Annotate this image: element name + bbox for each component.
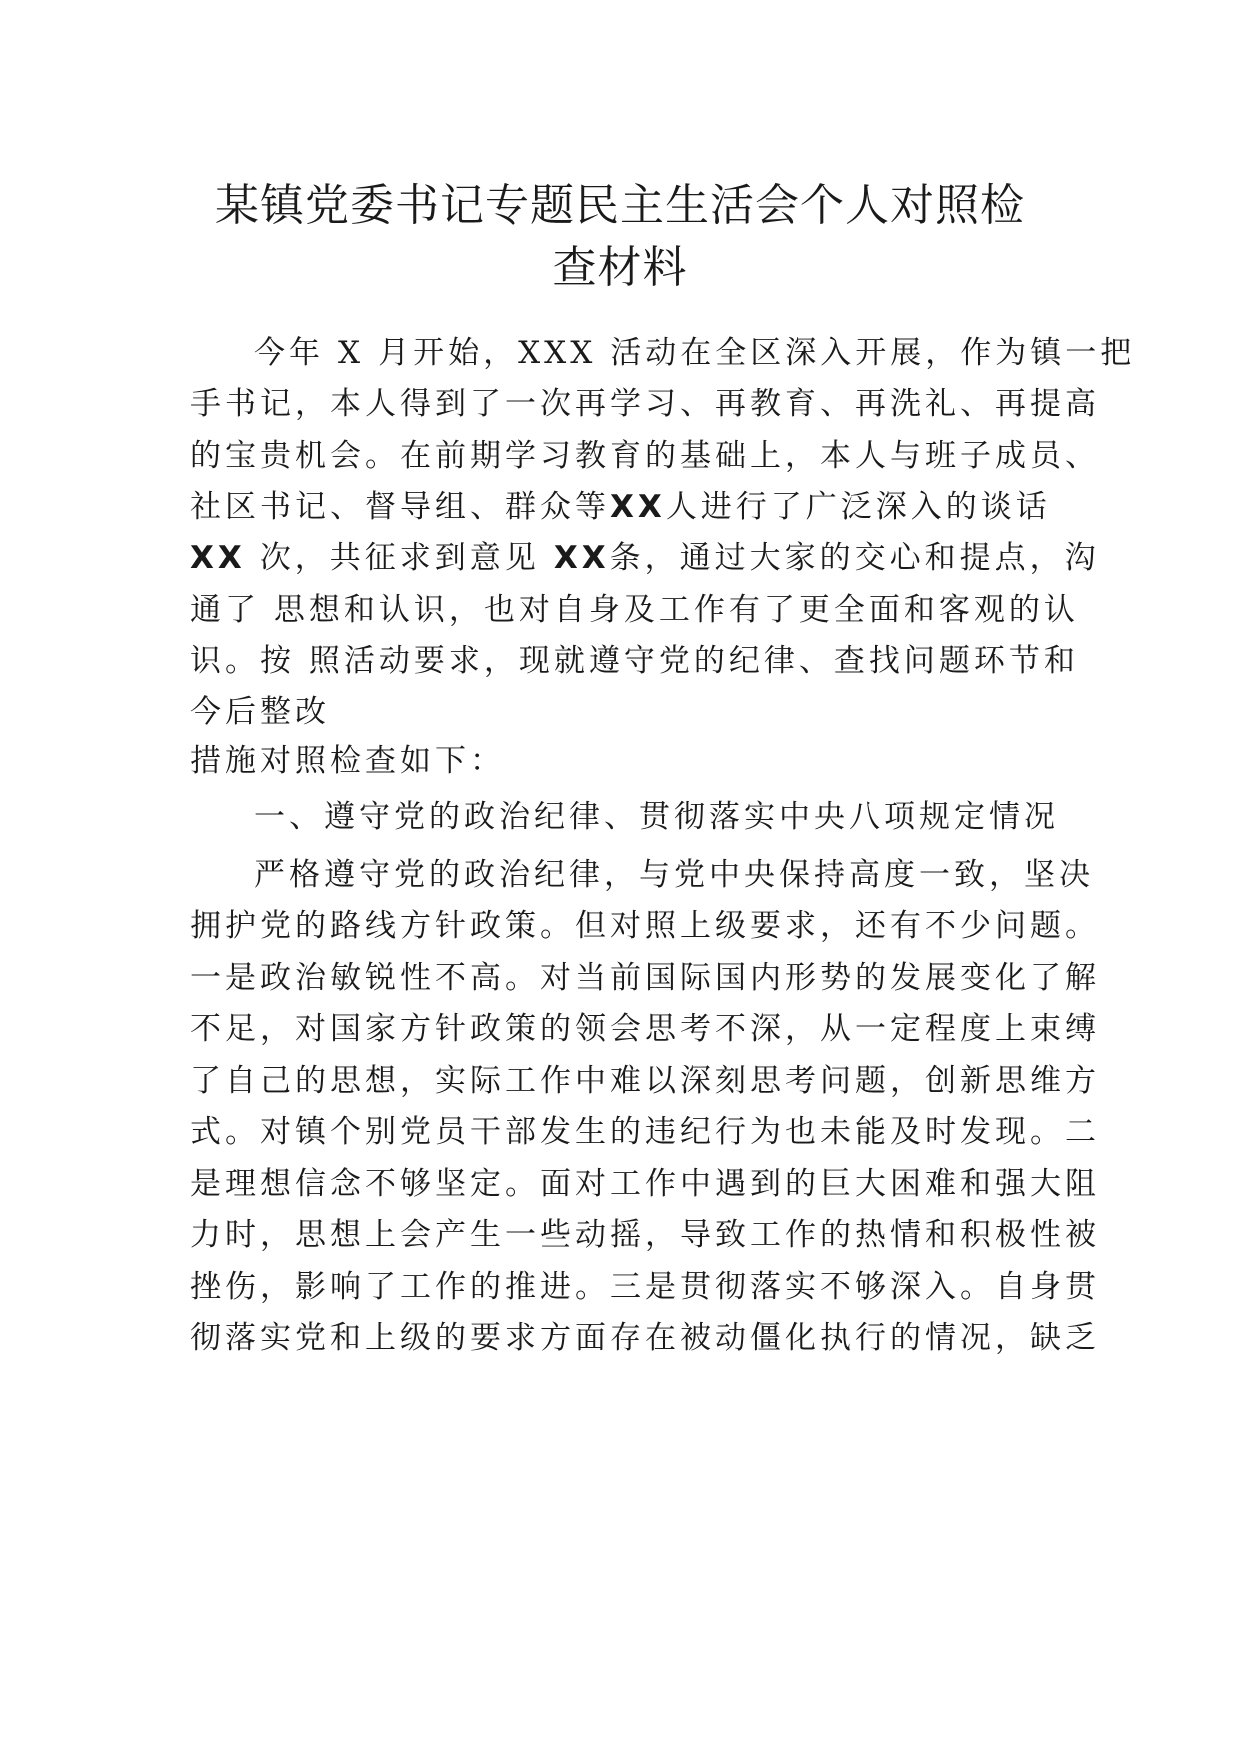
text-segment: 月开始， xyxy=(378,335,519,371)
paragraph-2-line-1: 严格遵守党的政治纪律，与党中央保持高度一致，坚决 xyxy=(254,857,1094,893)
paragraph-2-line-2: 拥护党的路线方针政策。但对照上级要求，还有不少问题。 xyxy=(190,908,1100,944)
paragraph-1-line-1 xyxy=(254,333,1136,373)
paragraph-1-line-8: 今后整改 xyxy=(190,694,330,730)
count-placeholder: XX xyxy=(610,489,666,525)
paragraph-1-line-3: 的宝贵机会。在前期学习教育的基础上，本人与班子成员、 xyxy=(190,438,1100,474)
count-placeholder: XX xyxy=(190,540,246,576)
paragraph-2-line-5: 了自己的思想，实际工作中难以深刻思考问题，创新思维方 xyxy=(190,1063,1100,1099)
paragraph-1-line-5 xyxy=(190,538,1100,578)
paragraph-2-line-9: 挫伤，影响了工作的推进。三是贯彻落实不够深入。自身贯 xyxy=(190,1269,1100,1305)
count-placeholder: XX xyxy=(553,540,610,576)
text-segment: 次，共征求到意见 xyxy=(259,540,540,576)
text-segment: 人进行了广泛深入的谈话 xyxy=(665,489,1051,525)
text-segment: 社区书记、督导组、群众等 xyxy=(190,489,610,525)
activity-placeholder: XXX xyxy=(518,335,597,371)
document-title-line-1: 某镇党委书记专题民主生活会个人对照检 xyxy=(215,180,1025,231)
paragraph-2-line-4: 不足，对国家方针政策的领会思考不深，从一定程度上束缚 xyxy=(190,1011,1100,1047)
paragraph-1-line-2: 手书记，本人得到了一次再学习、再教育、再洗礼、再提高 xyxy=(190,386,1100,422)
text-segment: 活动在全区深入开展，作为镇一把 xyxy=(610,335,1136,371)
paragraph-1-line-6: 通了 思想和认识，也对自身及工作有了更全面和客观的认 xyxy=(190,592,1079,628)
document-title-line-2: 查材料 xyxy=(552,242,688,293)
text-segment: 今年 xyxy=(254,335,324,371)
paragraph-2-line-8: 力时，思想上会产生一些动摇，导致工作的热情和积极性被 xyxy=(190,1217,1100,1253)
paragraph-1-line-7: 识。按 照活动要求，现就遵守党的纪律、查找问题环节和 xyxy=(190,643,1079,679)
paragraph-2-line-10: 彻落实党和上级的要求方面存在被动僵化执行的情况，缺乏 xyxy=(190,1320,1100,1356)
text-segment: 条，通过大家的交心和提点，沟 xyxy=(609,540,1100,576)
paragraph-2-line-3: 一是政治敏锐性不高。对当前国际国内形势的发展变化了解 xyxy=(190,960,1100,996)
paragraph-2-line-6: 式。对镇个别党员干部发生的违纪行为也未能及时发现。二 xyxy=(190,1114,1100,1150)
month-placeholder: X xyxy=(338,335,365,371)
section-heading-1: 一、遵守党的政治纪律、贯彻落实中央八项规定情况 xyxy=(254,799,1059,835)
paragraph-1-line-4 xyxy=(190,487,1050,527)
paragraph-2-line-7: 是理想信念不够坚定。面对工作中遇到的巨大困难和强大阻 xyxy=(190,1166,1100,1202)
paragraph-1-line-9: 措施对照检查如下： xyxy=(190,743,505,779)
